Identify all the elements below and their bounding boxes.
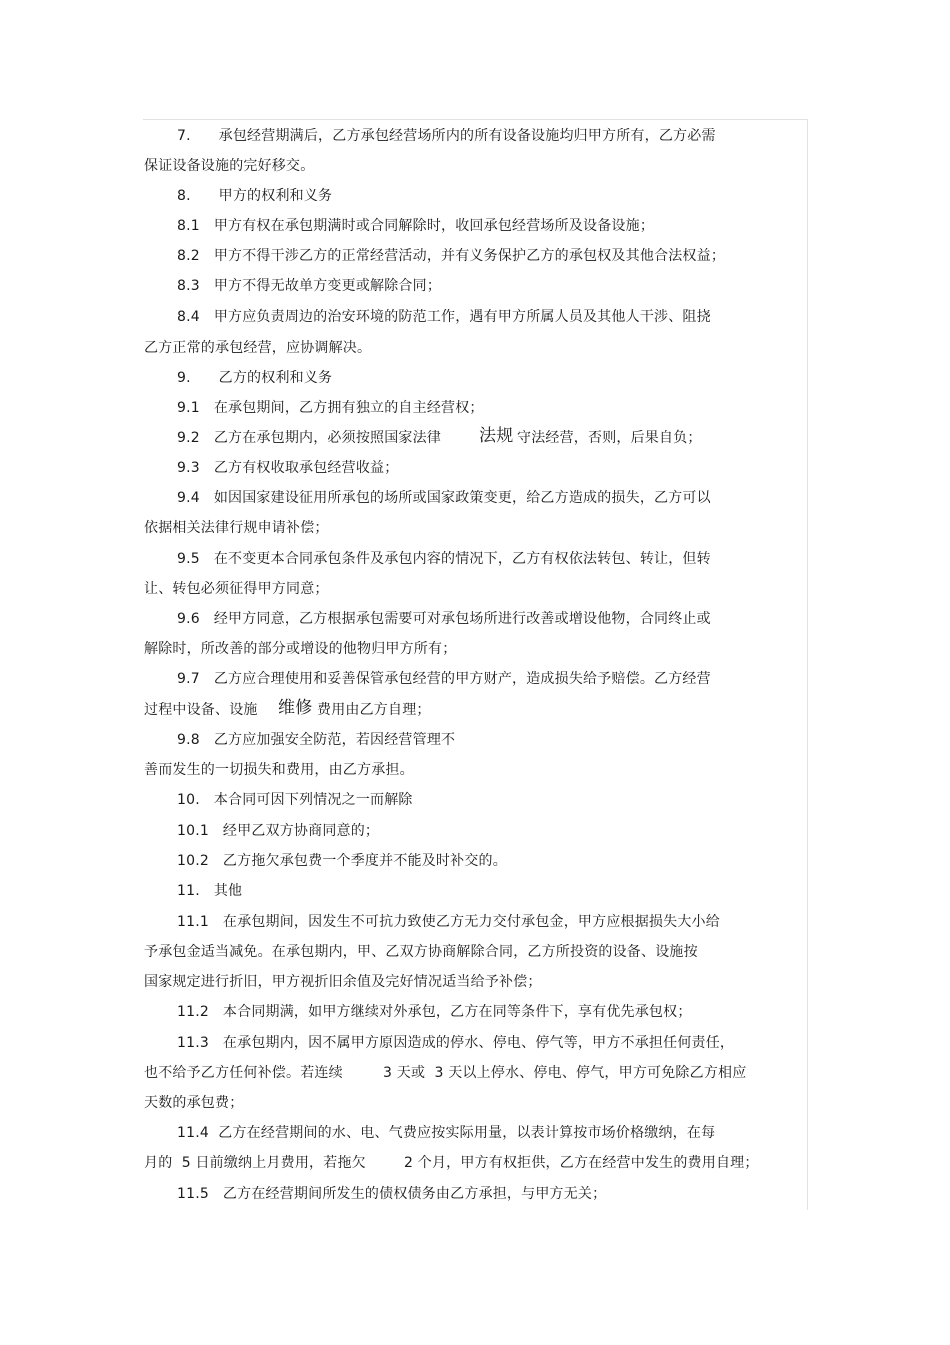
clause-9-8-line-2: 善而发生的一切损失和费用，由乙方承担。 — [144, 762, 414, 778]
clause-10-heading: 10. 本合同可因下列情况之一而解除 — [177, 792, 413, 808]
clause-11-3-line-3: 天数的承包费； — [144, 1095, 244, 1111]
clause-8-2: 8.2 甲方不得干涉乙方的正常经营活动，并有义务保护乙方的承包权及其他合法权益； — [177, 248, 726, 264]
clause-11-4-line-2-part-1: 月的 5 日前缴纳上月费用，若拖欠 — [144, 1155, 366, 1171]
clause-11-1-line-2: 予承包金适当减免。在承包期内，甲、乙双方协商解除合同，乙方所投资的设备、设施按 — [144, 944, 698, 960]
clause-11-4-line-1: 11.4 乙方在经营期间的水、电、气费应按实际用量，以表计算按市场价格缴纳，在每 — [177, 1125, 716, 1141]
clause-11-1-line-1: 11.1 在承包期间，因发生不可抗力致使乙方无力交付承包金，甲方应根据损失大小给 — [177, 914, 720, 930]
clause-8-3: 8.3 甲方不得无故单方变更或解除合同； — [177, 278, 442, 294]
clause-9-2-part-2: 法规 — [479, 426, 514, 446]
clause-9-7-line-2-part-2: 维修 — [278, 698, 313, 718]
clause-9-heading: 9. 乙方的权利和义务 — [177, 370, 333, 386]
clause-9-2-part-3: 守法经营，否则，后果自负； — [517, 430, 702, 446]
clause-9-7-line-2-part-1: 过程中设备、设施 — [144, 702, 258, 718]
clause-8-heading: 8. 甲方的权利和义务 — [177, 188, 333, 204]
clause-9-3: 9.3 乙方有权收取承包经营收益； — [177, 460, 399, 476]
clause-10-2: 10.2 乙方拖欠承包费一个季度并不能及时补交的。 — [177, 853, 507, 869]
clause-8-1: 8.1 甲方有权在承包期满时或合同解除时，收回承包经营场所及设备设施； — [177, 218, 655, 234]
clause-7-line-2: 保证设备设施的完好移交。 — [144, 158, 315, 174]
clause-11-heading: 11. 其他 — [177, 883, 243, 899]
clause-8-4-line-1: 8.4 甲方应负责周边的治安环境的防范工作，遇有甲方所属人员及其他人干涉、阻挠 — [177, 309, 711, 325]
clause-9-4-line-2: 依据相关法律行规申请补偿； — [144, 520, 329, 536]
clause-8-4-line-2: 乙方正常的承包经营，应协调解决。 — [144, 340, 372, 356]
clause-7-line-1: 7. 承包经营期满后，乙方承包经营场所内的所有设备设施均归甲方所有，乙方必需 — [177, 128, 716, 144]
clause-9-5-line-2: 让、转包必须征得甲方同意； — [144, 581, 329, 597]
clause-9-5-line-1: 9.5 在不变更本合同承包条件及承包内容的情况下，乙方有权依法转包、转让，但转 — [177, 551, 711, 567]
clause-9-2-part-1: 9.2 乙方在承包期内，必须按照国家法律 — [177, 430, 442, 446]
clause-9-4-line-1: 9.4 如因国家建设征用所承包的场所或国家政策变更，给乙方造成的损失，乙方可以 — [177, 490, 711, 506]
clause-9-7-line-2-part-3: 费用由乙方自理； — [317, 702, 431, 718]
clause-10-1: 10.1 经甲乙双方协商同意的； — [177, 823, 380, 839]
clause-11-2: 11.2 本合同期满，如甲方继续对外承包，乙方在同等条件下，享有优先承包权； — [177, 1004, 692, 1020]
clause-9-7-line-1: 9.7 乙方应合理使用和妥善保管承包经营的甲方财产，造成损失给予赔偿。乙方经营 — [177, 671, 711, 687]
clause-9-6-line-2: 解除时，所改善的部分或增设的他物归甲方所有； — [144, 641, 457, 657]
clause-9-1: 9.1 在承包期间，乙方拥有独立的自主经营权； — [177, 400, 484, 416]
clause-11-4-line-2-part-2: 2 个月，甲方有权拒供，乙方在经营中发生的费用自理； — [404, 1155, 759, 1171]
clause-11-3-line-2-part-2: 3 天或 3 天以上停水、停电、停气，甲方可免除乙方相应 — [383, 1065, 747, 1081]
clause-11-5: 11.5 乙方在经营期间所发生的债权债务由乙方承担，与甲方无关； — [177, 1186, 607, 1202]
clause-11-3-line-1: 11.3 在承包期内，因不属甲方原因造成的停水、停电、停气等，甲方不承担任何责任， — [177, 1035, 735, 1051]
clause-11-3-line-2-part-1: 也不给予乙方任何补偿。若连续 — [144, 1065, 343, 1081]
clause-9-6-line-1: 9.6 经甲方同意，乙方根据承包需要可对承包场所进行改善或增设他物，合同终止或 — [177, 611, 711, 627]
clause-11-1-line-3: 国家规定进行折旧，甲方视折旧余值及完好情况适当给予补偿； — [144, 974, 542, 990]
clause-9-8-line-1: 9.8 乙方应加强安全防范，若因经营管理不 — [177, 732, 456, 748]
